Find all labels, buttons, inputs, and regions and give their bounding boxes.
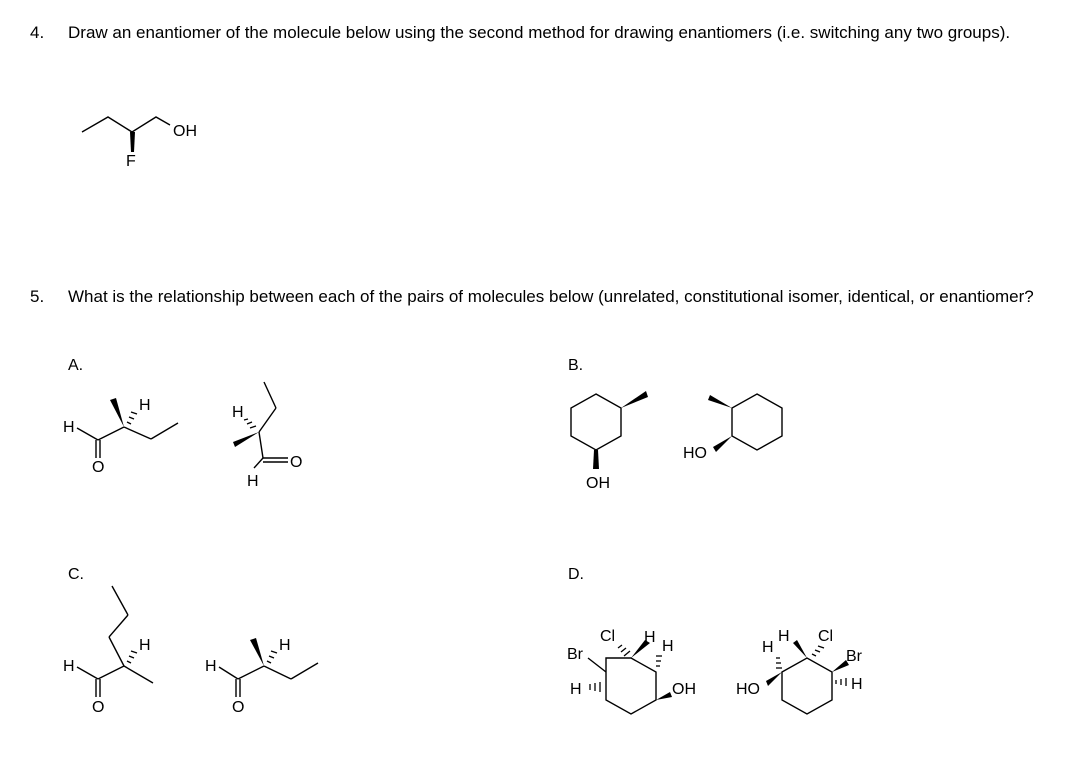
wedge-bond: [766, 672, 782, 686]
br-label: Br: [846, 648, 862, 665]
part-a-molecule-2: [232, 382, 302, 490]
part-c-molecule-2: [205, 637, 318, 716]
hash-bond: [812, 646, 824, 656]
cyclohexane-ring: [606, 658, 656, 714]
aldehyde-h-label: H: [63, 419, 75, 436]
h-label: H: [778, 628, 790, 645]
question-number: 4.: [30, 23, 45, 42]
part-label-b: B.: [568, 357, 584, 374]
cyclohexane-ring: [782, 658, 832, 714]
oh-label: OH: [586, 475, 610, 492]
aldehyde-h-label: H: [63, 658, 75, 675]
oh-label: OH: [173, 123, 197, 140]
cyclohexane-ring: [732, 394, 782, 450]
wedge-bond: [130, 132, 135, 152]
part-b-molecule-1: [571, 391, 648, 492]
h-label: H: [851, 676, 863, 693]
hash-bond: [590, 682, 600, 692]
ho-label: HO: [736, 681, 760, 698]
wedge-bond: [233, 432, 259, 447]
wedge-bond: [593, 450, 599, 469]
oxygen-label: O: [92, 459, 105, 476]
part-b-molecule-2: [683, 394, 782, 462]
oxygen-label: O: [232, 699, 245, 716]
aldehyde-h-label: H: [205, 658, 217, 675]
question-text: Draw an enantiomer of the molecule below using the second method for drawing enantiomers (i.e. switching any two groups).: [68, 23, 1011, 42]
hash-bond: [656, 656, 662, 666]
hash-bond: [267, 651, 277, 663]
part-a-molecule-1: [63, 397, 178, 476]
hash-bond: [776, 658, 782, 668]
hash-bond: [127, 651, 137, 663]
h-label: H: [644, 629, 656, 646]
hash-bond: [618, 645, 630, 656]
oh-label: OH: [672, 681, 696, 698]
stereo-h-label: H: [279, 637, 291, 654]
oxygen-label: O: [92, 699, 105, 716]
cyclohexane-ring: [571, 394, 621, 450]
wedge-bond: [250, 638, 264, 666]
wedge-bond: [708, 395, 732, 408]
wedge-bond: [656, 692, 672, 700]
cl-label: Cl: [818, 628, 834, 645]
hash-bond: [127, 412, 137, 424]
h-label: H: [762, 639, 774, 656]
part-d-molecule-2: [736, 628, 863, 714]
f-label: F: [126, 153, 136, 170]
cl-label: Cl: [600, 628, 616, 645]
part-c-molecule-1: [63, 586, 153, 716]
oxygen-label: O: [290, 454, 303, 471]
question-text: What is the relationship between each of the pairs of molecules below (unrelated, constitutional isomer, identical, or enantiomer?: [68, 287, 1034, 306]
part-label-d: D.: [568, 566, 584, 583]
h-label: H: [662, 638, 674, 655]
wedge-bond: [793, 640, 807, 658]
ho-label: HO: [683, 445, 707, 462]
hash-bond: [836, 678, 846, 686]
part-d-molecule-1: [567, 628, 696, 714]
q4-molecule: [82, 117, 197, 170]
part-label-a: A.: [68, 357, 84, 374]
wedge-bond: [110, 398, 124, 427]
wedge-bond: [713, 436, 732, 452]
aldehyde-h-label: H: [247, 473, 259, 490]
br-label: Br: [567, 646, 583, 663]
stereo-h-label: H: [232, 404, 244, 421]
stereo-h-label: H: [139, 397, 151, 414]
hash-bond: [244, 419, 256, 428]
wedge-bond: [621, 391, 648, 408]
stereo-h-label: H: [139, 637, 151, 654]
question-number: 5.: [30, 287, 45, 306]
h-label: H: [570, 681, 582, 698]
part-label-c: C.: [68, 566, 84, 583]
